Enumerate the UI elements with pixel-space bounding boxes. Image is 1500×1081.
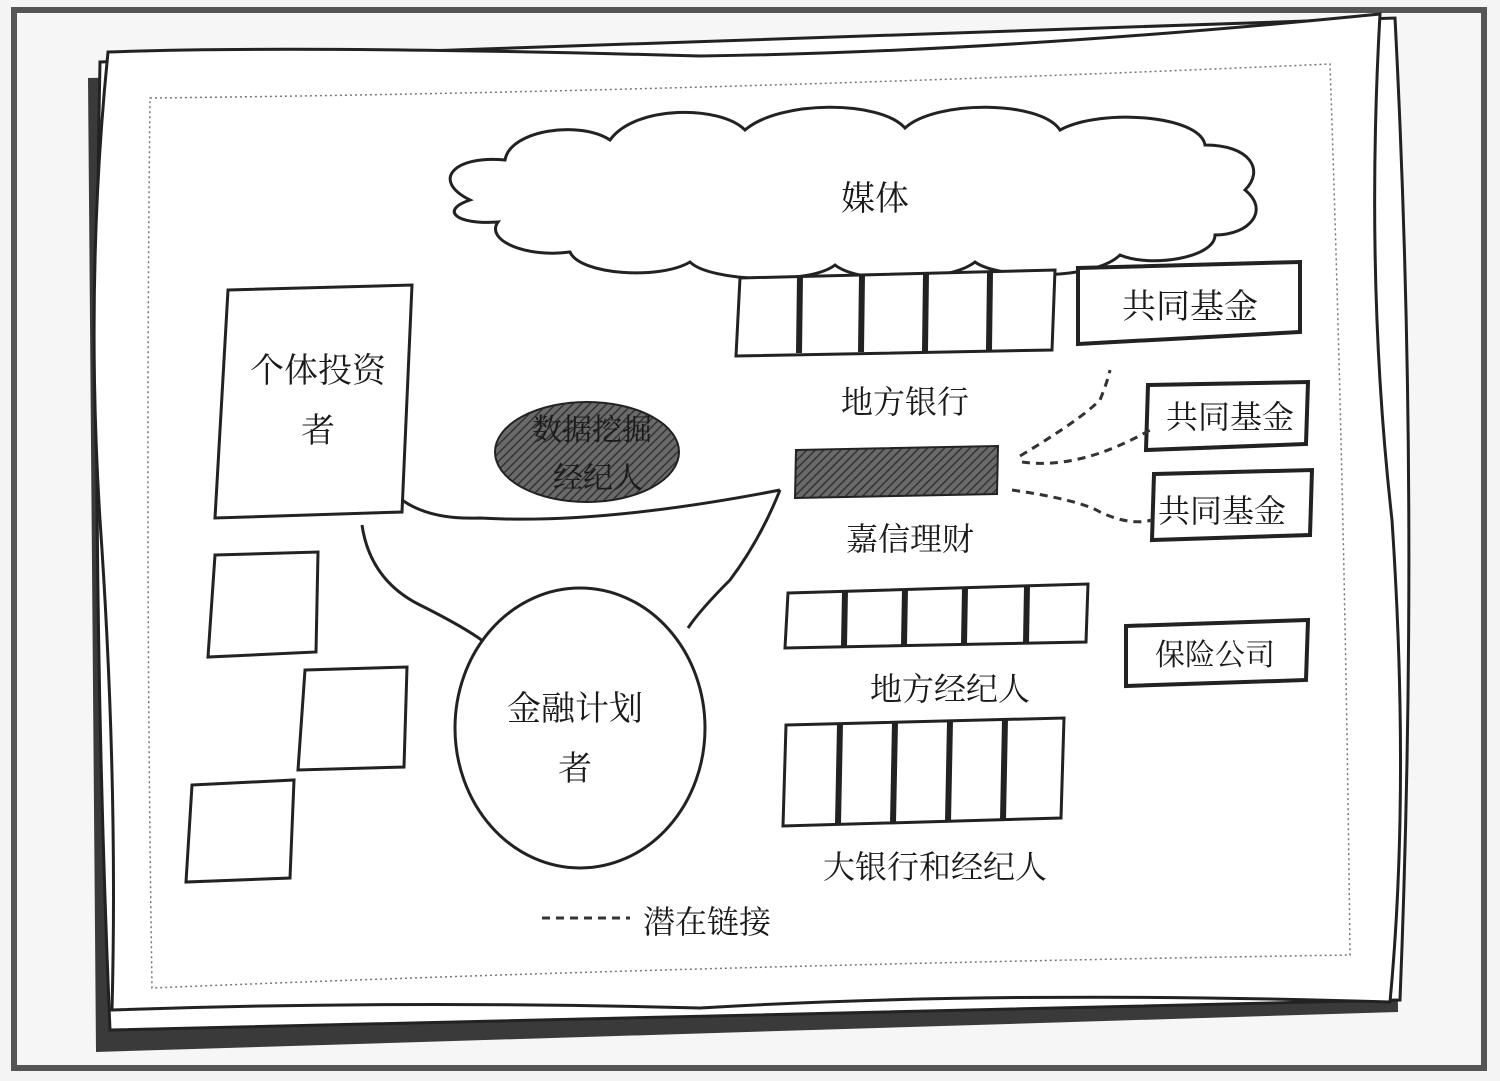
mutual-fund-node-3 <box>1152 470 1312 540</box>
financial-planner-label-line1: 金融计划 <box>507 689 643 729</box>
individual-investor-node <box>215 285 412 518</box>
data-mining-broker-label-line2: 经纪人 <box>553 461 643 496</box>
mutual-fund-node-1 <box>1078 262 1300 344</box>
big-banks-brokers-label: 大银行和经纪人 <box>822 848 1048 886</box>
data-mining-broker-label-line1: 数据挖掘 <box>532 413 652 448</box>
big-banks-brokers-node <box>783 718 1064 886</box>
mutual-fund-1-label: 共同基金 <box>1122 287 1258 327</box>
local-brokers-label: 地方经纪人 <box>869 670 1031 708</box>
mutual-fund-node-2 <box>1146 382 1308 450</box>
media-cloud <box>450 107 1256 278</box>
investor-box-2 <box>298 667 407 770</box>
individual-investor-label-line1: 个体投资 <box>250 351 386 391</box>
data-mining-broker-node <box>495 402 679 502</box>
local-banks-label: 地方银行 <box>840 383 970 421</box>
financial-planner-node <box>455 588 705 868</box>
mutual-fund-3-label: 共同基金 <box>1157 492 1287 530</box>
individual-investor-label-line2: 者 <box>301 411 335 451</box>
financial-planner-label-line2: 者 <box>558 749 592 789</box>
jiaxin-finance-label: 嘉信理财 <box>845 520 975 558</box>
legend-potential-link-label: 潜在链接 <box>643 903 772 941</box>
insurance-company-node <box>1126 620 1308 686</box>
media-label: 媒体 <box>841 179 909 219</box>
insurance-company-label: 保险公司 <box>1155 638 1275 673</box>
investor-box-1 <box>208 552 318 657</box>
investor-box-3 <box>186 780 294 882</box>
mutual-fund-2-label: 共同基金 <box>1165 398 1295 436</box>
